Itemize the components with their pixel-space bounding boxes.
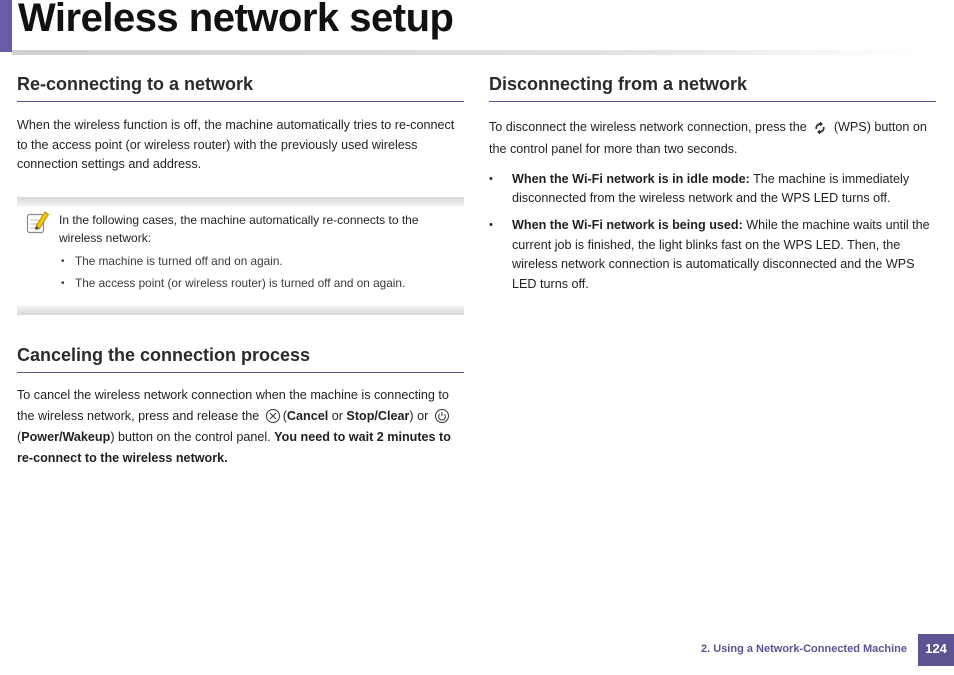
paren-open: ( [282, 408, 287, 423]
or-text: or [331, 408, 343, 423]
disconnect-item-label: When the Wi-Fi network is in idle mode: [512, 172, 750, 186]
right-column [489, 74, 936, 302]
cancel-heading: Canceling the connection process [17, 345, 464, 373]
pencil-note-icon [26, 210, 50, 236]
disconnect-intro [489, 116, 936, 160]
note-list [59, 253, 452, 292]
disconnect-item-used [489, 216, 936, 294]
cancel-text-2: ) button on the control panel. [110, 429, 271, 444]
note-item: • The access point (or wireless router) is turned off and on again. [59, 275, 452, 292]
footer-chapter: 2. Using a Network-Connected Machine [701, 643, 907, 655]
disconnect-intro-2: (WPS) button on the control panel for more than two seconds. [489, 120, 927, 156]
reconnect-section [17, 74, 464, 175]
cancel-text-1: To cancel the wireless network connection when the machine is connecting to the wireless network, press and release the [17, 387, 449, 423]
stop-clear-label: Stop/Clear [346, 408, 410, 423]
cancel-section [17, 345, 464, 469]
disconnect-item-text: While the machine waits until the current job is finished, the light blinks fast on the WPS LED. Then, the wireless network connection is automatically disconnected and the WPS LED turns off. [512, 218, 930, 291]
title-rule [12, 50, 917, 55]
power-wakeup-label: Power/Wakeup [21, 429, 111, 444]
disconnect-item-label: When the Wi-Fi network is being used: [512, 218, 743, 232]
reconnect-heading: Re-connecting to a network [17, 74, 464, 102]
power-icon [434, 408, 450, 424]
title-accent-bar [0, 0, 12, 52]
wait-note: You need to wait 2 minutes to re-connect to the wireless network. [17, 429, 451, 465]
cancel-body [17, 385, 464, 469]
disconnect-list [489, 170, 936, 294]
note-box [17, 197, 464, 315]
disconnect-section [489, 74, 936, 294]
note-intro: In the following cases, the machine automatically re-connects to the wireless network: [59, 212, 419, 245]
cancel-label: Cancel [286, 408, 329, 423]
wps-icon [812, 120, 828, 136]
paren-open-2: ( [17, 429, 22, 444]
page-number: 124 [918, 634, 954, 666]
paren-close-or: ) or [409, 408, 429, 423]
cancel-stop-icon [265, 408, 281, 424]
page-title: Wireless network setup [18, 0, 454, 40]
disconnect-intro-1: To disconnect the wireless network connection, press the [489, 120, 807, 134]
reconnect-body: When the wireless function is off, the machine automatically tries to re-connect to the access point (or wireless router) with the previously used wireless connection settings and address. [17, 118, 455, 171]
disconnect-item-idle [489, 170, 936, 208]
disconnect-item-text: The machine is immediately disconnected from the wireless network and the WPS LED turns off. [512, 172, 910, 205]
note-item: • The machine is turned off and on again. [59, 253, 452, 270]
disconnect-heading: Disconnecting from a network [489, 74, 936, 102]
left-column [17, 74, 464, 469]
